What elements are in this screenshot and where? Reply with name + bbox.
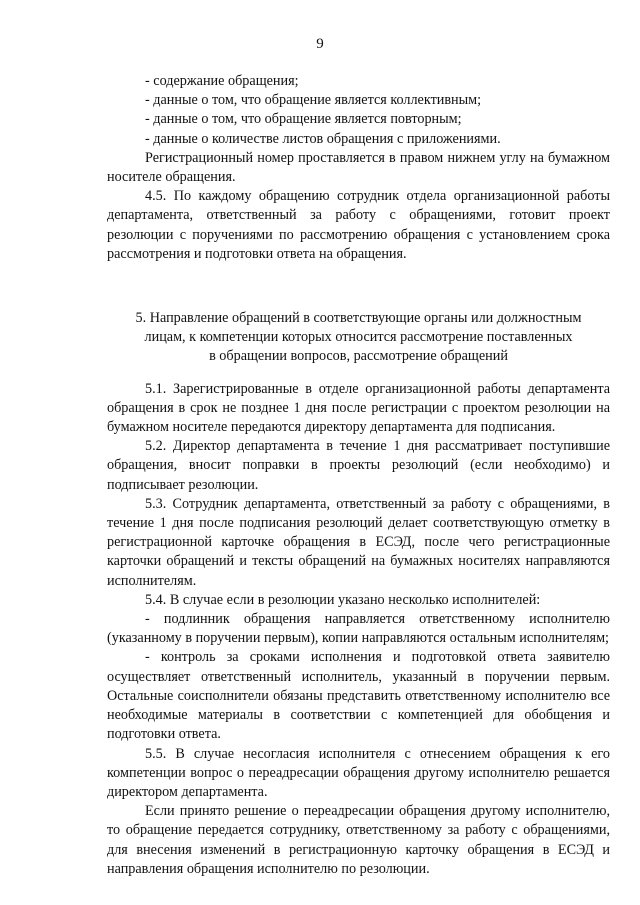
- paragraph-registration-number: Регистрационный номер проставляется в правом нижнем углу на бумажном носителе обращения.: [107, 149, 610, 186]
- list-item-content: - содержание обращения;: [145, 73, 299, 89]
- paragraph-readdress: Если принято решение о переадресации обращения другому исполнителю, то обращение передается сотруднику, ответственному за работу с обращениями, для внесения изменений в регистрационную карточку обращения в ЕСЭД и направления обращения исполнителю по резолюции.: [107, 803, 610, 877]
- section-heading-line-1: 5. Направление обращений в соответствующие органы или должностным: [135, 310, 582, 327]
- paragraph-5-4-control: - контроль за сроками исполнения и подготовкой ответа заявителю осуществляет ответственный исполнитель, указанный в поручении первым. Остальные соисполнители обязаны представить ответственному исполнителю все необходимые материалы в соответствии с компетенцией для обобщения и подготовки ответа.: [107, 649, 610, 743]
- paragraph-5-5: 5.5. В случае несогласия исполнителя с отнесением обращения к его компетенции вопрос о переадресации обращения другому исполнителю решается директором департамента.: [107, 745, 610, 800]
- page-number: 9: [316, 36, 324, 52]
- paragraph-5-4: 5.4. В случае если в резолюции указано несколько исполнителей:: [145, 591, 541, 608]
- document-body: [107, 72, 610, 879]
- paragraph-5-3: 5.3. Сотрудник департамента, ответственный за работу с обращениями, в течение 1 дня после подписания резолюций делает соответствующую отметку в регистрационной карточке обращения в ЕСЭД, после чего регистрационные карточки обращений и тексты обращений на бумажных носителях направляются исполнителям.: [107, 495, 610, 589]
- list-item-repeated: - данные о том, что обращение является повторным;: [145, 111, 462, 128]
- paragraph-4-5: 4.5. По каждому обращению сотрудник отдела организационной работы департамента, ответственный за работу с обращениями, готовит проект резолюции с поручениями по рассмотрению обращения с установлением срока рассмотрения и подготовки ответа на обращения.: [107, 188, 610, 262]
- section-heading: [107, 309, 610, 367]
- section-heading-line-2: лицам, к компетенции которых относится рассмотрение поставленных: [144, 329, 573, 346]
- paragraph-5-2: 5.2. Директор департамента в течение 1 дня рассматривает поступившие обращения, вносит поправки в проекты резолюций (если необходимо) и подписывает резолюции.: [107, 438, 610, 493]
- paragraph-5-1: 5.1. Зарегистрированные в отделе организационной работы департамента обращения в срок не позднее 1 дня после регистрации с проектом резолюции на бумажном носителе передаются директору департамента для подписания.: [107, 380, 610, 436]
- list-item-sheet-count: - данные о количестве листов обращения с приложениями.: [145, 130, 501, 147]
- paragraph-5-4-original: - подлинник обращения направляется ответственному исполнителю (указанному в поручении первым), копии направляются остальным исполнителям;: [107, 611, 610, 647]
- section-heading-line-3: в обращении вопросов, рассмотрение обращений: [209, 348, 508, 365]
- list-item-collective: - данные о том, что обращение является коллективным;: [145, 92, 482, 109]
